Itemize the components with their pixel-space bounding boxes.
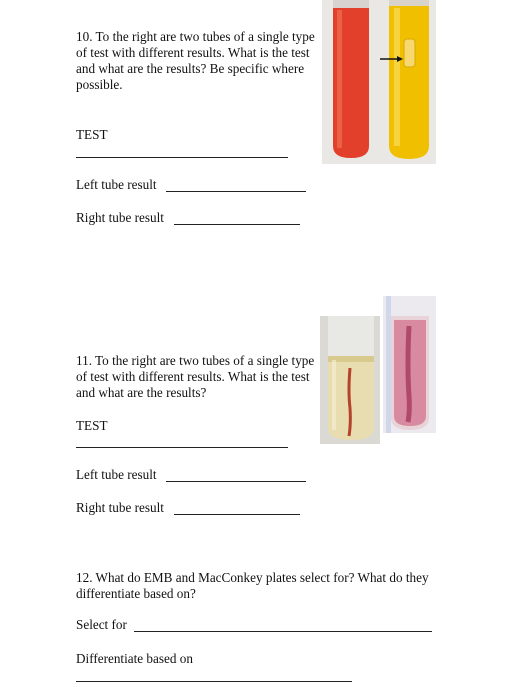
q10-test-answer-line[interactable]: [76, 157, 288, 158]
q11-left-tube-photo: [320, 316, 380, 444]
q11-right-result-label: Right tube result: [76, 500, 164, 515]
q12-select-line[interactable]: [134, 631, 432, 632]
q11-test-answer-line[interactable]: [76, 447, 288, 448]
q12-differentiate-line[interactable]: [76, 681, 352, 682]
q12-select-label: Select for: [76, 617, 127, 632]
q11-right-result-line[interactable]: [174, 514, 300, 515]
q10-left-result-line[interactable]: [166, 191, 306, 192]
q11-left-result-label: Left tube result: [76, 467, 157, 482]
q12-differentiate-label: Differentiate based on: [76, 651, 193, 666]
q10-test-label: TEST: [76, 127, 108, 142]
q10-prompt: 10. To the right are two tubes of a single type of test with different results. What is the test and what are the results? Be specific where possible.: [76, 29, 315, 92]
q11-prompt: 11. To the right are two tubes of a single type of test with different results. What is the test and what are the results?: [76, 353, 315, 400]
q11-left-result-line[interactable]: [166, 481, 306, 482]
q10-right-result-label: Right tube result: [76, 210, 164, 225]
q11-right-tube-photo: [383, 296, 436, 433]
q10-right-result-line[interactable]: [174, 224, 300, 225]
q11-test-label: TEST: [76, 418, 108, 433]
q10-tubes-photo: [322, 0, 436, 164]
q12-prompt: 12. What do EMB and MacConkey plates select for? What do they differentiate based on?: [76, 570, 429, 601]
q10-left-result-label: Left tube result: [76, 177, 157, 192]
